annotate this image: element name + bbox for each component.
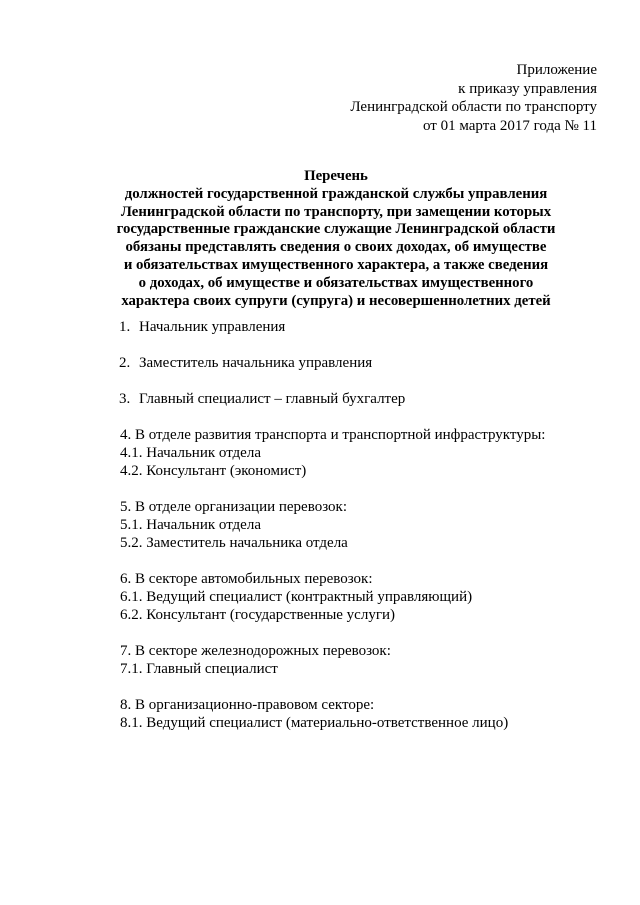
list-section — [0, 696, 620, 732]
title-line: характера своих супруги (супруга) и несовершеннолетних детей — [121, 292, 551, 309]
item-number: 2. — [119, 355, 131, 371]
appendix-block — [350, 61, 597, 135]
list-section — [0, 498, 620, 552]
title-line: государственные гражданские служащие Ленинградской области — [116, 221, 556, 238]
section-subitem: 5.2. Заместитель начальника отдела — [120, 535, 348, 551]
section-subitem: 8.1. Ведущий специалист (материально-ответственное лицо) — [120, 715, 509, 731]
appendix-line: Ленинградской области по транспорту — [350, 99, 597, 115]
appendix-line: Приложение — [516, 62, 597, 78]
title-heading: Перечень — [304, 168, 368, 184]
list-section — [0, 426, 620, 480]
list-item — [0, 390, 620, 408]
item-number: 1. — [119, 319, 131, 335]
appendix-line: от 01 марта 2017 года № 11 — [423, 117, 597, 134]
section-header: 5. В отделе организации перевозок: — [120, 499, 347, 515]
section-header: 7. В секторе железнодорожных перевозок: — [120, 643, 391, 659]
section-subitem: 5.1. Начальник отдела — [120, 517, 261, 533]
section-subitem: 6.1. Ведущий специалист (контрактный управляющий) — [120, 589, 473, 605]
item-number: 3. — [119, 391, 131, 407]
section-subitem: 4.1. Начальник отдела — [120, 445, 261, 461]
list-item — [0, 354, 620, 372]
item-text: Заместитель начальника управления — [139, 355, 373, 371]
section-header: 6. В секторе автомобильных перевозок: — [120, 571, 373, 587]
title-line: о доходах, об имуществе и обязательствах имущественного — [138, 274, 534, 291]
list-item — [0, 318, 620, 336]
title-line: должностей государственной гражданской службы управления — [124, 185, 548, 202]
title-line: и обязательствах имущественного характера, а также сведения — [123, 256, 549, 273]
section-subitem: 6.2. Консультант (государственные услуги) — [120, 607, 395, 623]
appendix-line: к приказу управления — [458, 80, 597, 97]
section-header: 4. В отделе развития транспорта и транспортной инфраструктуры: — [120, 427, 546, 443]
title-line: Ленинградской области по транспорту, при замещении которых — [120, 203, 552, 220]
list-section — [0, 570, 620, 624]
item-text: Начальник управления — [139, 319, 286, 335]
document-title — [0, 168, 640, 310]
positions-list — [0, 318, 620, 750]
list-section — [0, 642, 620, 678]
section-subitem: 7.1. Главный специалист — [120, 661, 278, 677]
section-subitem: 4.2. Консультант (экономист) — [120, 463, 307, 479]
item-text: Главный специалист – главный бухгалтер — [139, 391, 406, 407]
title-line: обязаны представлять сведения о своих доходах, об имуществе — [125, 239, 547, 256]
section-header: 8. В организационно-правовом секторе: — [120, 697, 375, 713]
